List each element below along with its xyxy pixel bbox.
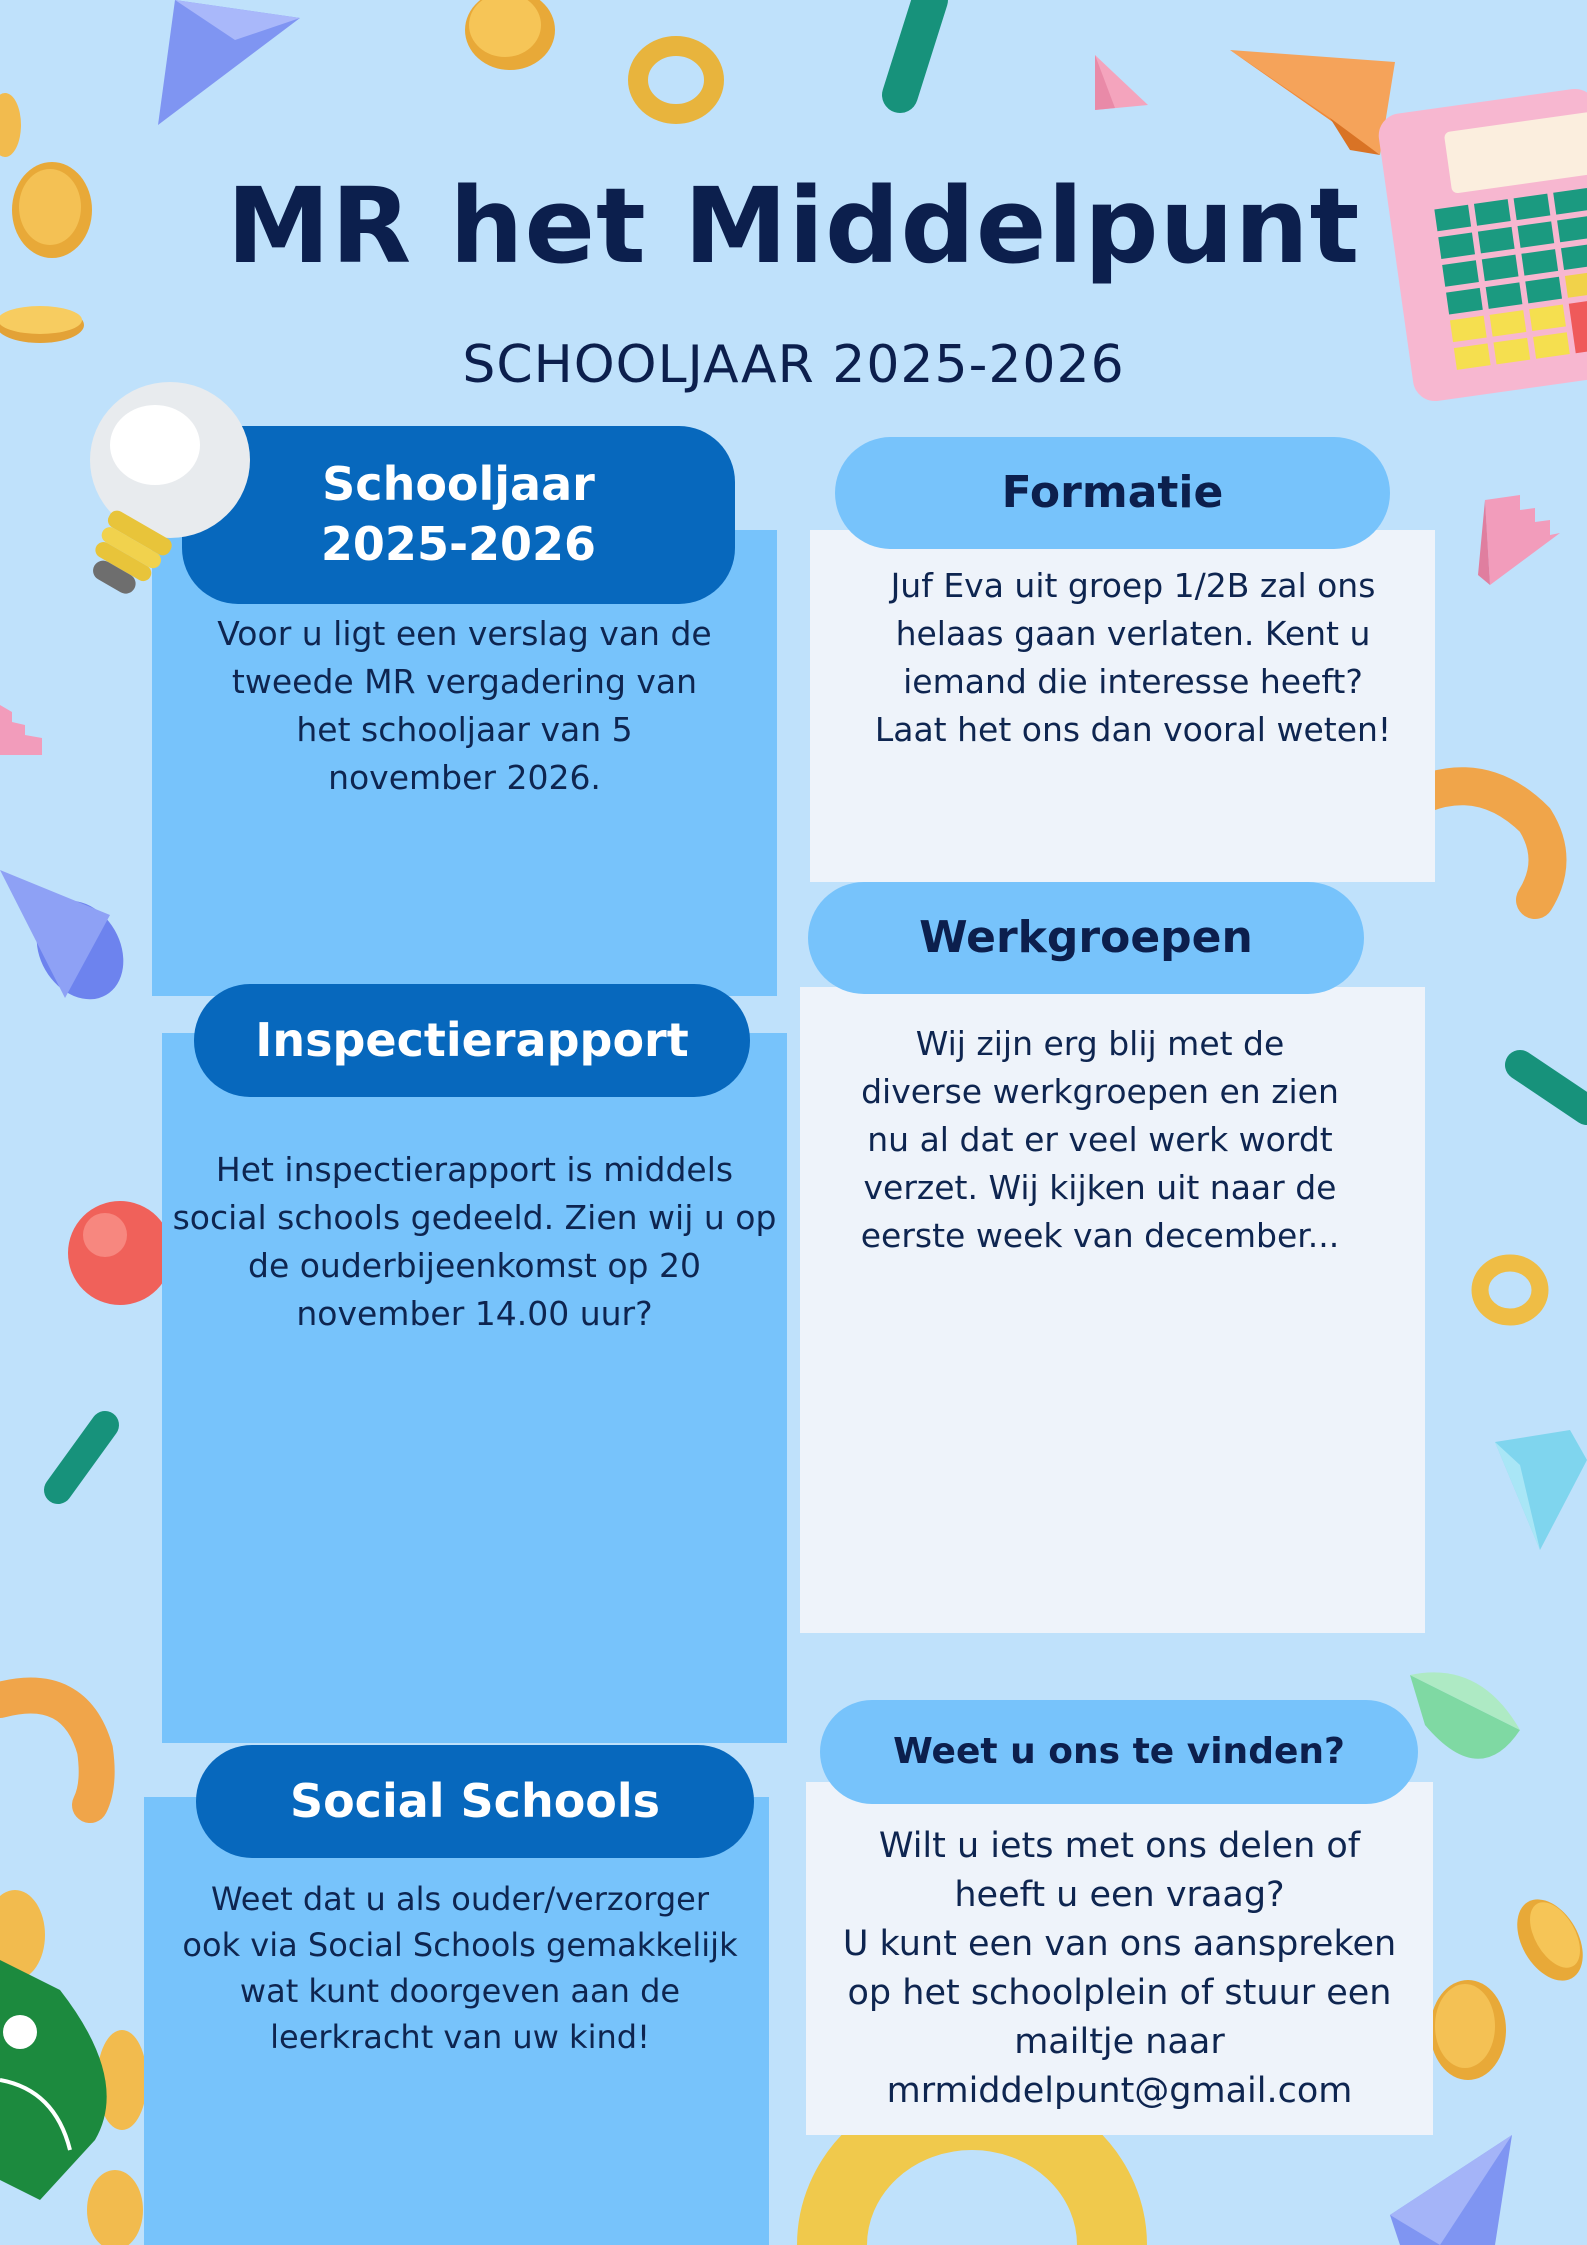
coin-icon	[1504, 1888, 1587, 1992]
ring-icon	[1480, 1263, 1540, 1317]
paper-plane-icon	[1230, 50, 1395, 155]
coin-icon	[87, 2170, 143, 2245]
pyramid-icon	[1095, 55, 1148, 110]
arc-icon	[0, 1696, 97, 1805]
steps-icon	[1478, 495, 1560, 585]
sphere-icon	[68, 1201, 172, 1305]
coin-icon	[1430, 1980, 1506, 2080]
cone-icon	[158, 0, 300, 125]
inspectierapport-heading: Inspectierapport	[194, 984, 750, 1097]
lightbulb-icon	[60, 380, 260, 620]
coin-icon	[0, 93, 21, 157]
coin-icon	[465, 0, 555, 70]
inspectierapport-panel	[162, 1033, 787, 1743]
contact-heading: Weet u ons te vinden?	[820, 1700, 1418, 1804]
steps-icon	[0, 705, 42, 755]
stick-icon	[1520, 1065, 1587, 1110]
page-title: MR het Middelpunt	[226, 165, 1361, 287]
social-schools-text: Weet dat u als ouder/verzorger ook via Social Schools gemakkelijk wat kunt doorgeven aan de leerkracht van uw kind!	[182, 1880, 738, 2056]
gem-icon	[1495, 1430, 1587, 1550]
contact-text	[816, 1822, 1423, 2116]
cone-icon	[0, 870, 141, 1015]
schooljaar-text: Voor u ligt een verslag van de tweede MR vergadering van het schooljaar van 5 november 2026.	[217, 614, 712, 797]
stick-icon	[58, 1425, 105, 1490]
ring-icon	[638, 46, 714, 114]
social-schools-heading: Social Schools	[196, 1745, 754, 1858]
cone-icon	[1390, 2135, 1512, 2245]
schooljaar-heading-line2: 2025-2026	[320, 517, 597, 571]
schooljaar-heading-line1: Schooljaar	[322, 457, 595, 512]
page-subtitle: SCHOOLJAAR 2025-2026	[462, 335, 1125, 395]
formatie-text: Juf Eva uit groep 1/2B zal ons helaas gaan verlaten. Kent u iemand die interesse heeft? Laat het ons dan vooral weten!	[874, 566, 1392, 749]
stick-icon	[900, 0, 930, 95]
inspectierapport-text: Het inspectierapport is middels social schools gedeeld. Zien wij u op de ouderbijeenkomst op 20 november 14.00 uur?	[172, 1150, 777, 1333]
pencil-case-icon	[0, 1960, 107, 2200]
formatie-heading: Formatie	[835, 437, 1390, 549]
contact-line1: Wilt u iets met ons delen of heeft u een vraag?	[878, 1826, 1361, 1915]
schooljaar-heading	[182, 426, 735, 604]
werkgroepen-heading: Werkgroepen	[808, 882, 1364, 994]
contact-line2: U kunt een van ons aanspreken op het schoolplein of stuur een mailtje naar	[842, 1924, 1397, 2062]
contact-email[interactable]: mrmiddelpunt@gmail.com	[886, 2071, 1353, 2111]
werkgroepen-text: Wij zijn erg blij met de diverse werkgroepen en zien nu al dat er veel werk wordt verzet. Wij kijken uit naar de eerste week van december...	[860, 1024, 1340, 1255]
bowl-icon	[1410, 1672, 1520, 1758]
